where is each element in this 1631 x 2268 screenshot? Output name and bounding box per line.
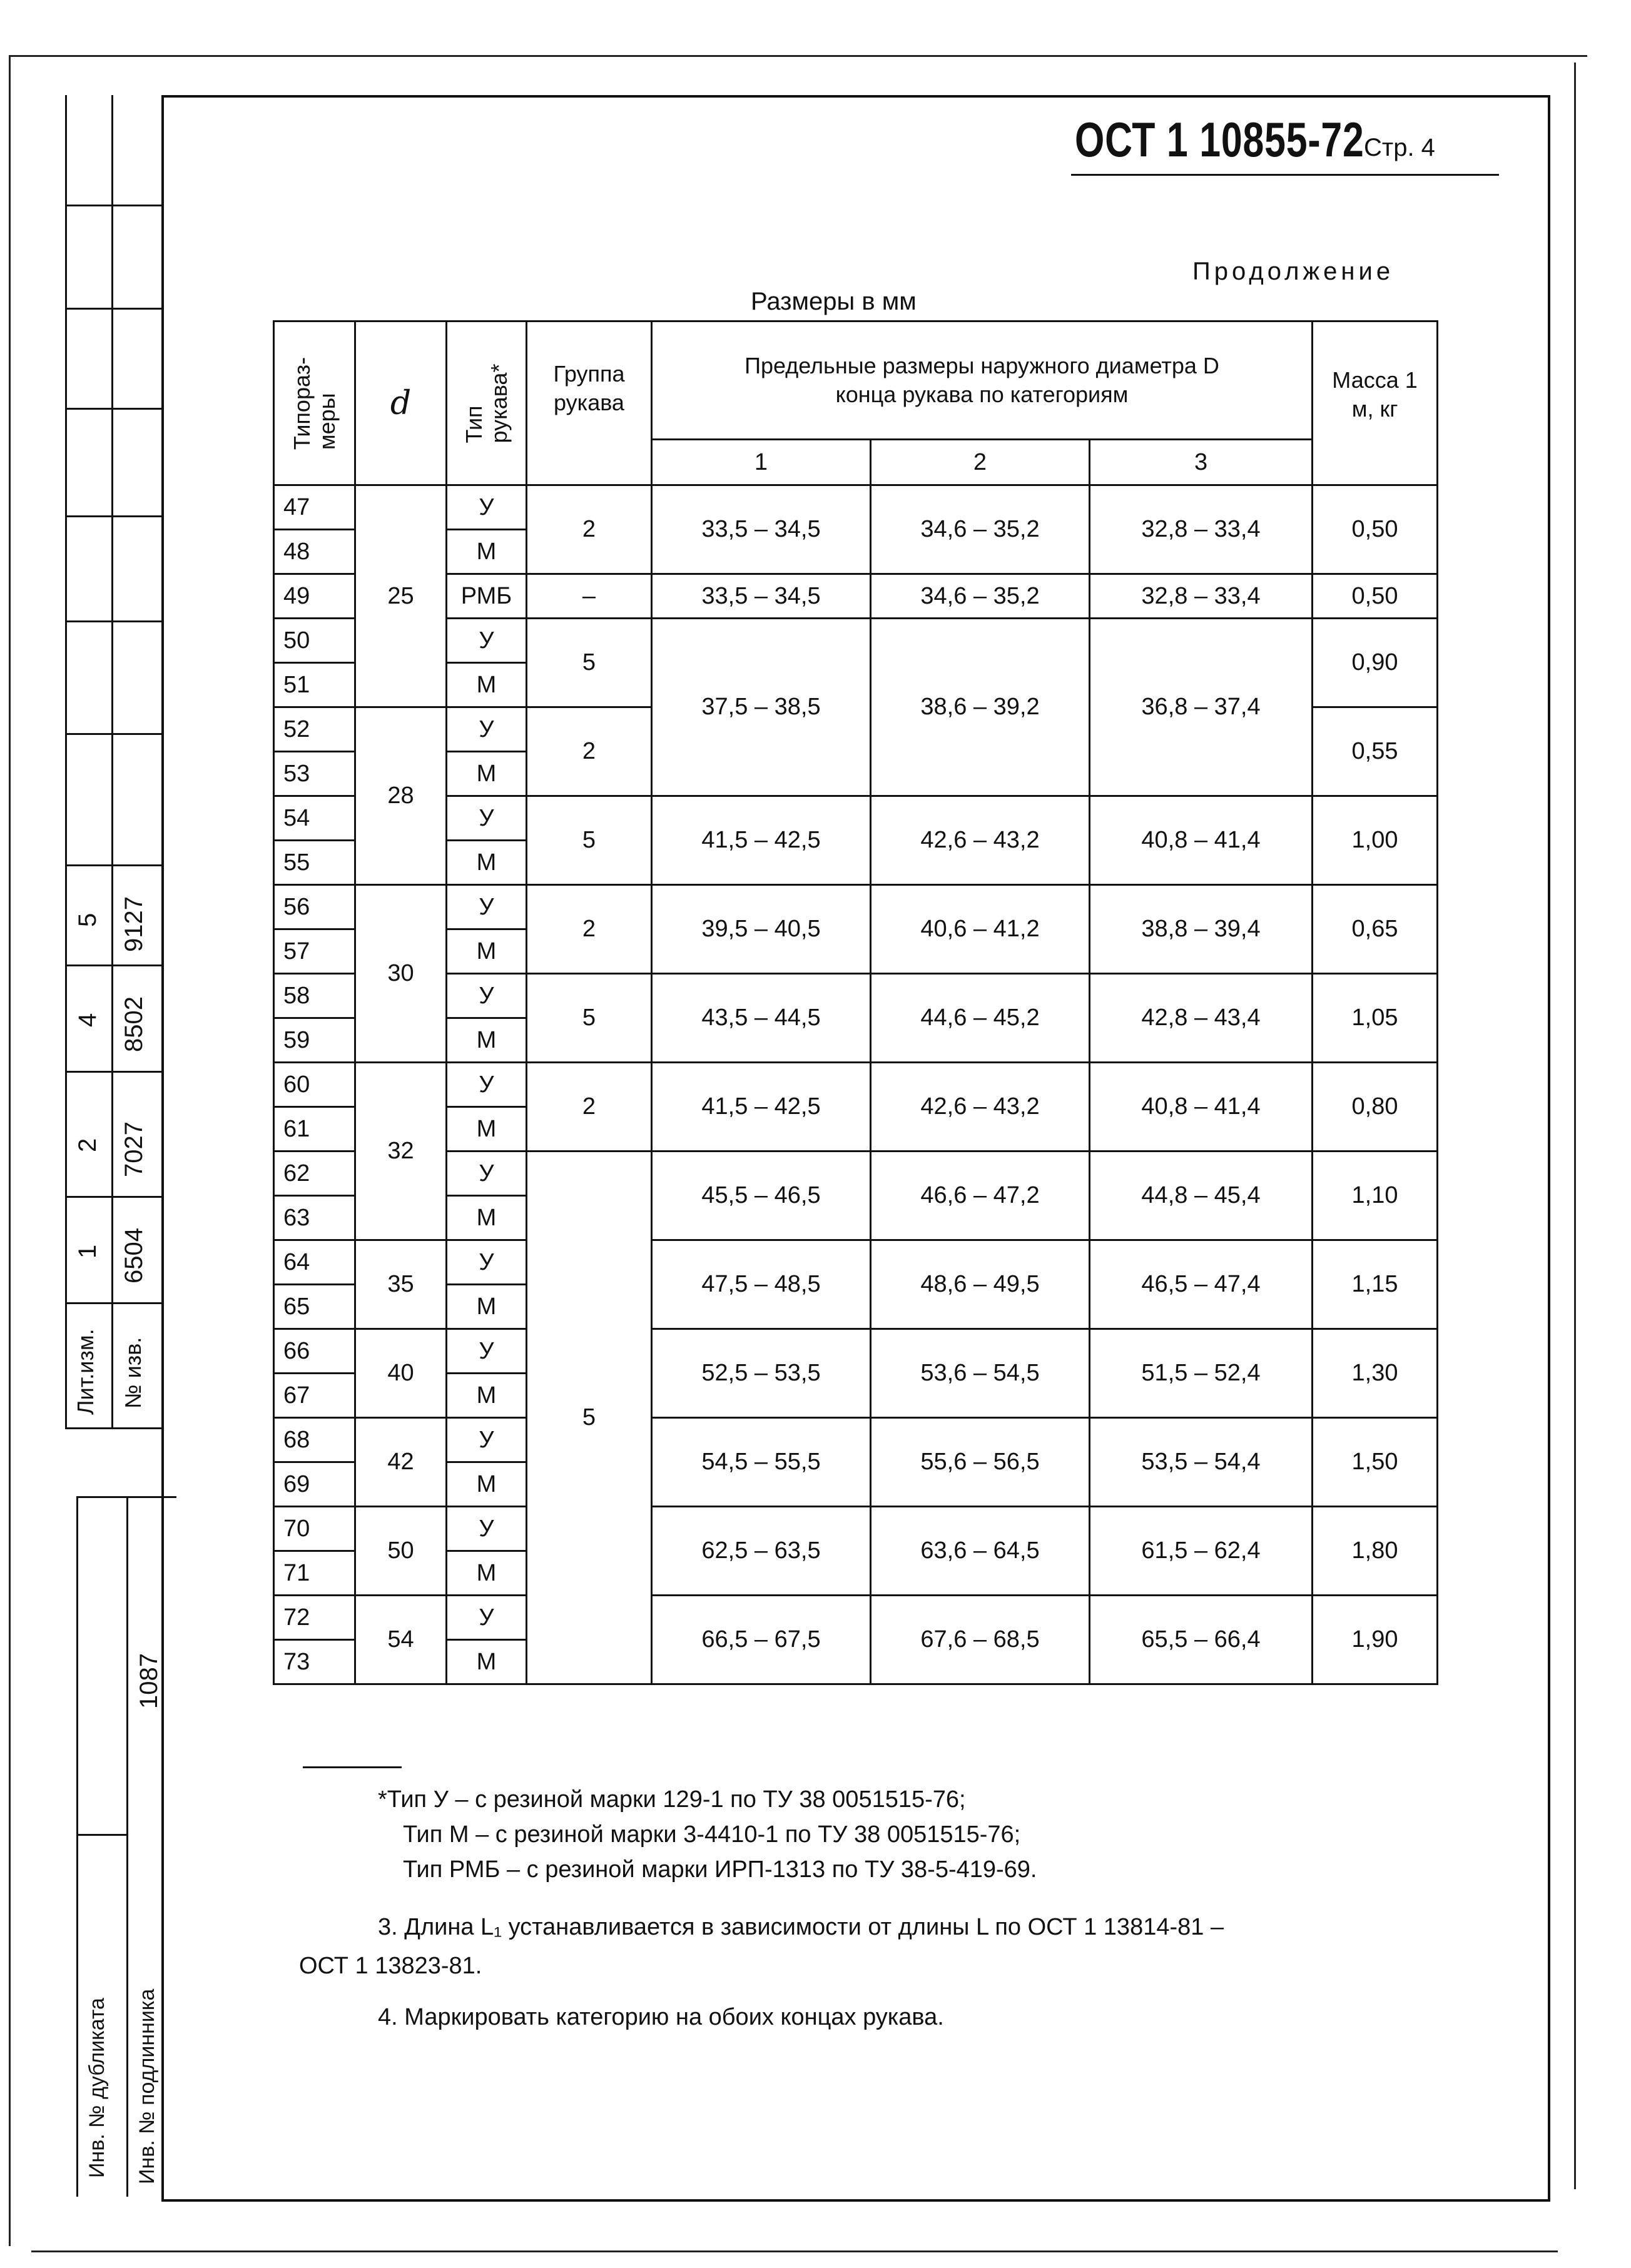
footnote-type-rmb: Тип РМБ – с резиной марки ИРП-1313 по ТУ 38-5-419-69. [403, 1856, 1037, 1883]
category-2-cell: 42,6 – 43,2 [871, 1063, 1090, 1152]
header-category-3: 3 [1090, 440, 1313, 485]
outer-frame-bottom [31, 2250, 1558, 2252]
category-3-cell: 40,8 – 41,4 [1090, 1063, 1313, 1152]
group-cell: 2 [527, 885, 652, 974]
group-cell: 2 [527, 1063, 652, 1152]
notice-number-7027: 7027 [120, 1121, 148, 1177]
type-cell: М [447, 1640, 527, 1684]
side-stamp-upper [65, 95, 161, 1427]
category-2-cell: 67,6 – 68,5 [871, 1596, 1090, 1684]
footnote-type-u: *Тип У – с резиной марки 129-1 по ТУ 38 0051515-76; [378, 1786, 966, 1813]
notice-label: № изв. [120, 1337, 146, 1409]
size-cell: 57 [274, 929, 355, 974]
group-cell: – [527, 574, 652, 619]
category-2-cell: 53,6 – 54,5 [871, 1329, 1090, 1418]
category-2-cell: 63,6 – 64,5 [871, 1507, 1090, 1596]
header-underline [1071, 174, 1499, 176]
mass-cell: 1,10 [1313, 1152, 1438, 1240]
size-cell: 66 [274, 1329, 355, 1374]
category-3-cell: 53,5 – 54,4 [1090, 1418, 1313, 1507]
size-cell: 64 [274, 1240, 355, 1285]
mass-cell: 1,05 [1313, 974, 1438, 1063]
type-cell: М [447, 1374, 527, 1418]
category-1-cell: 54,5 – 55,5 [652, 1418, 871, 1507]
size-cell: 48 [274, 530, 355, 574]
document-code: ОСТ 1 10855-72 [1075, 112, 1364, 167]
size-cell: 61 [274, 1107, 355, 1152]
category-1-cell: 52,5 – 53,5 [652, 1329, 871, 1418]
change-number-4: 4 [74, 1013, 101, 1027]
paragraph-4: 4. Маркировать категорию на обоих концах рукава. [378, 2004, 944, 2030]
category-1-cell: 33,5 – 34,5 [652, 574, 871, 619]
size-cell: 53 [274, 752, 355, 796]
category-3-cell: 61,5 – 62,4 [1090, 1507, 1313, 1596]
type-cell: У [447, 485, 527, 530]
mass-cell: 0,80 [1313, 1063, 1438, 1152]
type-cell: У [447, 796, 527, 841]
size-cell: 68 [274, 1418, 355, 1462]
size-cell: 51 [274, 663, 355, 707]
table-row [274, 1063, 1438, 1107]
category-3-cell: 32,8 – 33,4 [1090, 574, 1313, 619]
type-cell: М [447, 929, 527, 974]
type-cell: РМБ [447, 574, 527, 619]
dimensions-table [273, 320, 1438, 1685]
size-cell: 47 [274, 485, 355, 530]
notice-number-6504: 6504 [120, 1228, 148, 1283]
outer-frame-right [1574, 63, 1576, 2189]
category-1-cell: 43,5 – 44,5 [652, 974, 871, 1063]
type-cell: У [447, 707, 527, 752]
type-cell: М [447, 1285, 527, 1329]
table-row [274, 1507, 1438, 1551]
mass-cell: 0,55 [1313, 707, 1438, 796]
page-number: Стр. 4 [1364, 134, 1435, 161]
type-cell: М [447, 530, 527, 574]
category-1-cell: 37,5 – 38,5 [652, 619, 871, 796]
header-group [527, 321, 652, 485]
table-row [274, 1240, 1438, 1285]
side-stamp-lower [76, 1496, 176, 2197]
category-1-cell: 45,5 – 46,5 [652, 1152, 871, 1240]
duplicate-inventory-label: Инв. № дубликата [85, 1998, 109, 2178]
size-cell: 56 [274, 885, 355, 929]
table-row [274, 1329, 1438, 1374]
group-cell: 5 [527, 619, 652, 707]
size-cell: 55 [274, 841, 355, 885]
header-type-text: Тип рукава* [460, 363, 512, 443]
category-3-cell: 42,8 – 43,4 [1090, 974, 1313, 1063]
table-row [274, 1152, 1438, 1196]
change-number-5: 5 [74, 913, 101, 927]
category-1-cell: 47,5 – 48,5 [652, 1240, 871, 1329]
change-number-1: 1 [74, 1244, 101, 1258]
original-inventory-number: 1087 [135, 1653, 163, 1709]
category-2-cell: 46,6 – 47,2 [871, 1152, 1090, 1240]
table-row [274, 974, 1438, 1018]
size-cell: 50 [274, 619, 355, 663]
d-cell: 25 [355, 485, 447, 707]
lit-change-label: Лит.изм. [73, 1329, 98, 1415]
size-cell: 73 [274, 1640, 355, 1684]
paragraph-3-line-1: 3. Длина L₁ устанавливается в зависимости от длины L по ОСТ 1 13814-81 – [378, 1914, 1224, 1940]
category-2-cell: 34,6 – 35,2 [871, 485, 1090, 574]
type-cell: М [447, 1551, 527, 1596]
group-cell: 5 [527, 796, 652, 885]
original-inventory-label: Инв. № подлинника [135, 1988, 159, 2184]
header-category-2: 2 [871, 440, 1090, 485]
category-2-cell: 44,6 – 45,2 [871, 974, 1090, 1063]
size-cell: 60 [274, 1063, 355, 1107]
size-cell: 62 [274, 1152, 355, 1196]
header-type [447, 321, 527, 485]
category-2-cell: 55,6 – 56,5 [871, 1418, 1090, 1507]
d-cell: 50 [355, 1507, 447, 1596]
size-cell: 49 [274, 574, 355, 619]
d-cell: 32 [355, 1063, 447, 1240]
table-row [274, 619, 1438, 663]
category-1-cell: 39,5 – 40,5 [652, 885, 871, 974]
mass-cell: 1,30 [1313, 1329, 1438, 1418]
type-cell: У [447, 619, 527, 663]
size-cell: 67 [274, 1374, 355, 1418]
d-cell: 54 [355, 1596, 447, 1684]
group-cell: 2 [527, 707, 652, 796]
group-cell: 5 [527, 1152, 652, 1684]
size-cell: 69 [274, 1462, 355, 1507]
type-cell: У [447, 1596, 527, 1640]
type-cell: М [447, 1107, 527, 1152]
mass-cell: 0,65 [1313, 885, 1438, 974]
mass-cell: 0,90 [1313, 619, 1438, 707]
header-size [274, 321, 355, 485]
group-cell: 2 [527, 485, 652, 574]
mass-cell: 1,90 [1313, 1596, 1438, 1684]
type-cell: М [447, 752, 527, 796]
header-group-text: Группа рукава [553, 361, 625, 415]
header-d-symbol: d [390, 384, 412, 422]
size-cell: 54 [274, 796, 355, 841]
header-size-text: Типораз- меры [288, 357, 340, 450]
size-cell: 63 [274, 1196, 355, 1240]
table-row [274, 1418, 1438, 1462]
mass-cell: 1,00 [1313, 796, 1438, 885]
table-row [274, 574, 1438, 619]
table-row [274, 796, 1438, 841]
d-cell: 35 [355, 1240, 447, 1329]
group-cell: 5 [527, 974, 652, 1063]
type-cell: У [447, 1507, 527, 1551]
category-1-cell: 62,5 – 63,5 [652, 1507, 871, 1596]
category-2-cell: 38,6 – 39,2 [871, 619, 1090, 796]
type-cell: У [447, 1152, 527, 1196]
notice-number-8502: 8502 [120, 996, 148, 1052]
category-2-cell: 48,6 – 49,5 [871, 1240, 1090, 1329]
header-d [355, 321, 447, 485]
table-row [274, 885, 1438, 929]
type-cell: У [447, 1418, 527, 1462]
header-mass [1313, 321, 1438, 485]
type-cell: М [447, 841, 527, 885]
type-cell: У [447, 885, 527, 929]
d-cell: 40 [355, 1329, 447, 1418]
size-cell: 59 [274, 1018, 355, 1063]
size-cell: 52 [274, 707, 355, 752]
category-1-cell: 41,5 – 42,5 [652, 1063, 871, 1152]
header-category-1: 1 [652, 440, 871, 485]
continuation-label: Продолжение [1192, 258, 1395, 285]
category-1-cell: 33,5 – 34,5 [652, 485, 871, 574]
size-cell: 70 [274, 1507, 355, 1551]
header-mass-text: Масса 1 м, кг [1332, 367, 1418, 422]
paragraph-3-line-2: ОСТ 1 13823-81. [299, 1953, 482, 1979]
category-3-cell: 65,5 – 66,4 [1090, 1596, 1313, 1684]
mass-cell: 1,15 [1313, 1240, 1438, 1329]
table-row [274, 485, 1438, 530]
type-cell: У [447, 1240, 527, 1285]
d-cell: 28 [355, 707, 447, 885]
units-label: Размеры в мм [751, 288, 917, 315]
type-cell: У [447, 1063, 527, 1107]
footnote-type-m: Тип М – с резиной марки 3-4410-1 по ТУ 38 0051515-76; [403, 1821, 1021, 1848]
size-cell: 71 [274, 1551, 355, 1596]
size-cell: 58 [274, 974, 355, 1018]
mass-cell: 1,50 [1313, 1418, 1438, 1507]
type-cell: М [447, 663, 527, 707]
type-cell: М [447, 1018, 527, 1063]
d-cell: 30 [355, 885, 447, 1063]
d-cell: 42 [355, 1418, 447, 1507]
category-2-cell: 42,6 – 43,2 [871, 796, 1090, 885]
header-limits [652, 321, 1313, 440]
mass-cell: 0,50 [1313, 574, 1438, 619]
type-cell: М [447, 1196, 527, 1240]
table-row [274, 1596, 1438, 1640]
category-1-cell: 41,5 – 42,5 [652, 796, 871, 885]
category-3-cell: 32,8 – 33,4 [1090, 485, 1313, 574]
type-cell: У [447, 1329, 527, 1374]
mass-cell: 1,80 [1313, 1507, 1438, 1596]
category-3-cell: 44,8 – 45,4 [1090, 1152, 1313, 1240]
category-3-cell: 40,8 – 41,4 [1090, 796, 1313, 885]
change-number-2: 2 [74, 1138, 101, 1152]
notice-number-9127: 9127 [120, 896, 148, 952]
category-2-cell: 34,6 – 35,2 [871, 574, 1090, 619]
mass-cell: 0,50 [1313, 485, 1438, 574]
footnote-rule [303, 1766, 402, 1768]
type-cell: М [447, 1462, 527, 1507]
category-3-cell: 46,5 – 47,4 [1090, 1240, 1313, 1329]
category-3-cell: 36,8 – 37,4 [1090, 619, 1313, 796]
table-body [274, 485, 1438, 1684]
category-3-cell: 51,5 – 52,4 [1090, 1329, 1313, 1418]
type-cell: У [447, 974, 527, 1018]
header-limits-text: Предельные размеры наружного диаметра D конца рукава по категориям [744, 353, 1219, 407]
category-3-cell: 38,8 – 39,4 [1090, 885, 1313, 974]
size-cell: 65 [274, 1285, 355, 1329]
size-cell: 72 [274, 1596, 355, 1640]
category-1-cell: 66,5 – 67,5 [652, 1596, 871, 1684]
category-2-cell: 40,6 – 41,2 [871, 885, 1090, 974]
